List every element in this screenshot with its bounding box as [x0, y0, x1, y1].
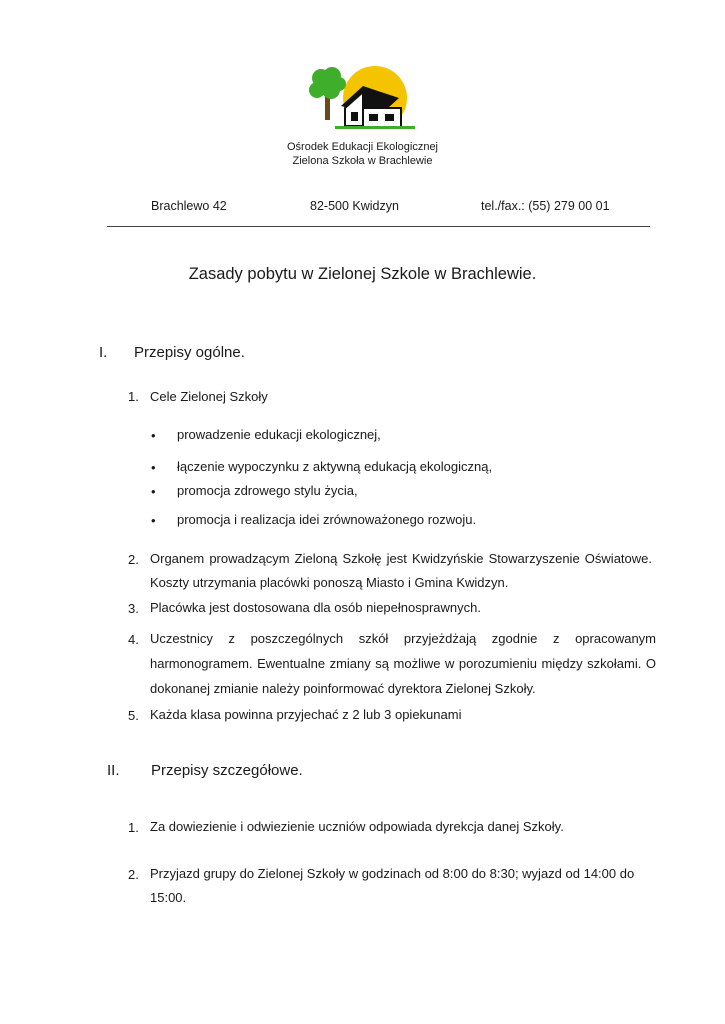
goal-item: promocja i realizacja idei zrównoważonego rozwoju.	[177, 512, 477, 527]
item-number: 5.	[128, 708, 139, 723]
org-name: Ośrodek Edukacji Ekologicznej	[286, 141, 439, 153]
house-sun-tree-logo-icon	[305, 64, 421, 140]
item-text: dokonanej zmianie należy poinformować dyrektora Zielonej Szkoły.	[150, 681, 536, 696]
bullet-icon: •	[151, 513, 156, 528]
section-1-number: I.	[99, 344, 108, 361]
item-text: Za dowiezienie i odwiezienie uczniów odpowiada dyrekcja danej Szkoły.	[150, 819, 564, 834]
phone-text: tel./fax.: (55) 279 00 01	[481, 199, 610, 213]
goal-item: łączenie wypoczynku z aktywną edukacją ekologiczną,	[177, 459, 493, 474]
goal-item: prowadzenie edukacji ekologicznej,	[177, 427, 381, 442]
item-text: 15:00.	[150, 890, 187, 905]
item-number: 3.	[128, 601, 139, 616]
bullet-icon: •	[151, 460, 156, 475]
section-2-title: Przepisy szczegółowe.	[151, 762, 303, 779]
item-text: Placówka jest dostosowana dla osób niepełnosprawnych.	[150, 600, 481, 615]
item-number: 1.	[128, 820, 139, 835]
item-text: Każda klasa powinna przyjechać z 2 lub 3 opiekunami	[150, 707, 462, 722]
section-1-title: Przepisy ogólne.	[134, 344, 245, 361]
item-text: harmonogramem. Ewentualne zmiany są możliwe w porozumieniu między szkołami. O	[150, 656, 656, 671]
bullet-icon: •	[151, 428, 156, 443]
item-text: Przyjazd grupy do Zielonej Szkoły w godzinach od 8:00 do 8:30; wyjazd od 14:00 do	[150, 866, 635, 881]
logo	[305, 64, 421, 140]
section-2-number: II.	[107, 762, 120, 779]
item-text: Organem prowadzącym Zieloną Szkołę jest Kwidzyńskie Stowarzyszenie Oświatowe.	[150, 551, 652, 566]
item-text: Uczestnicy z poszczególnych szkół przyjeżdżają zgodnie z opracowanym	[150, 631, 656, 646]
org-subname: Zielona Szkoła w Brachlewie	[292, 155, 433, 167]
document-title: Zasady pobytu w Zielonej Szkole w Brachlewie.	[188, 265, 537, 283]
item-text: Koszty utrzymania placówki ponoszą Miasto i Gmina Kwidzyn.	[150, 575, 509, 590]
item-number: 4.	[128, 632, 139, 647]
item-text: Cele Zielonej Szkoły	[150, 389, 268, 404]
header-divider	[107, 226, 650, 227]
address-text: Brachlewo 42	[151, 199, 227, 213]
postal-text: 82-500 Kwidzyn	[310, 199, 399, 213]
bullet-icon: •	[151, 484, 156, 499]
item-number: 2.	[128, 552, 139, 567]
item-number: 2.	[128, 867, 139, 882]
item-number: 1.	[128, 389, 139, 404]
goal-item: promocja zdrowego stylu życia,	[177, 483, 358, 498]
